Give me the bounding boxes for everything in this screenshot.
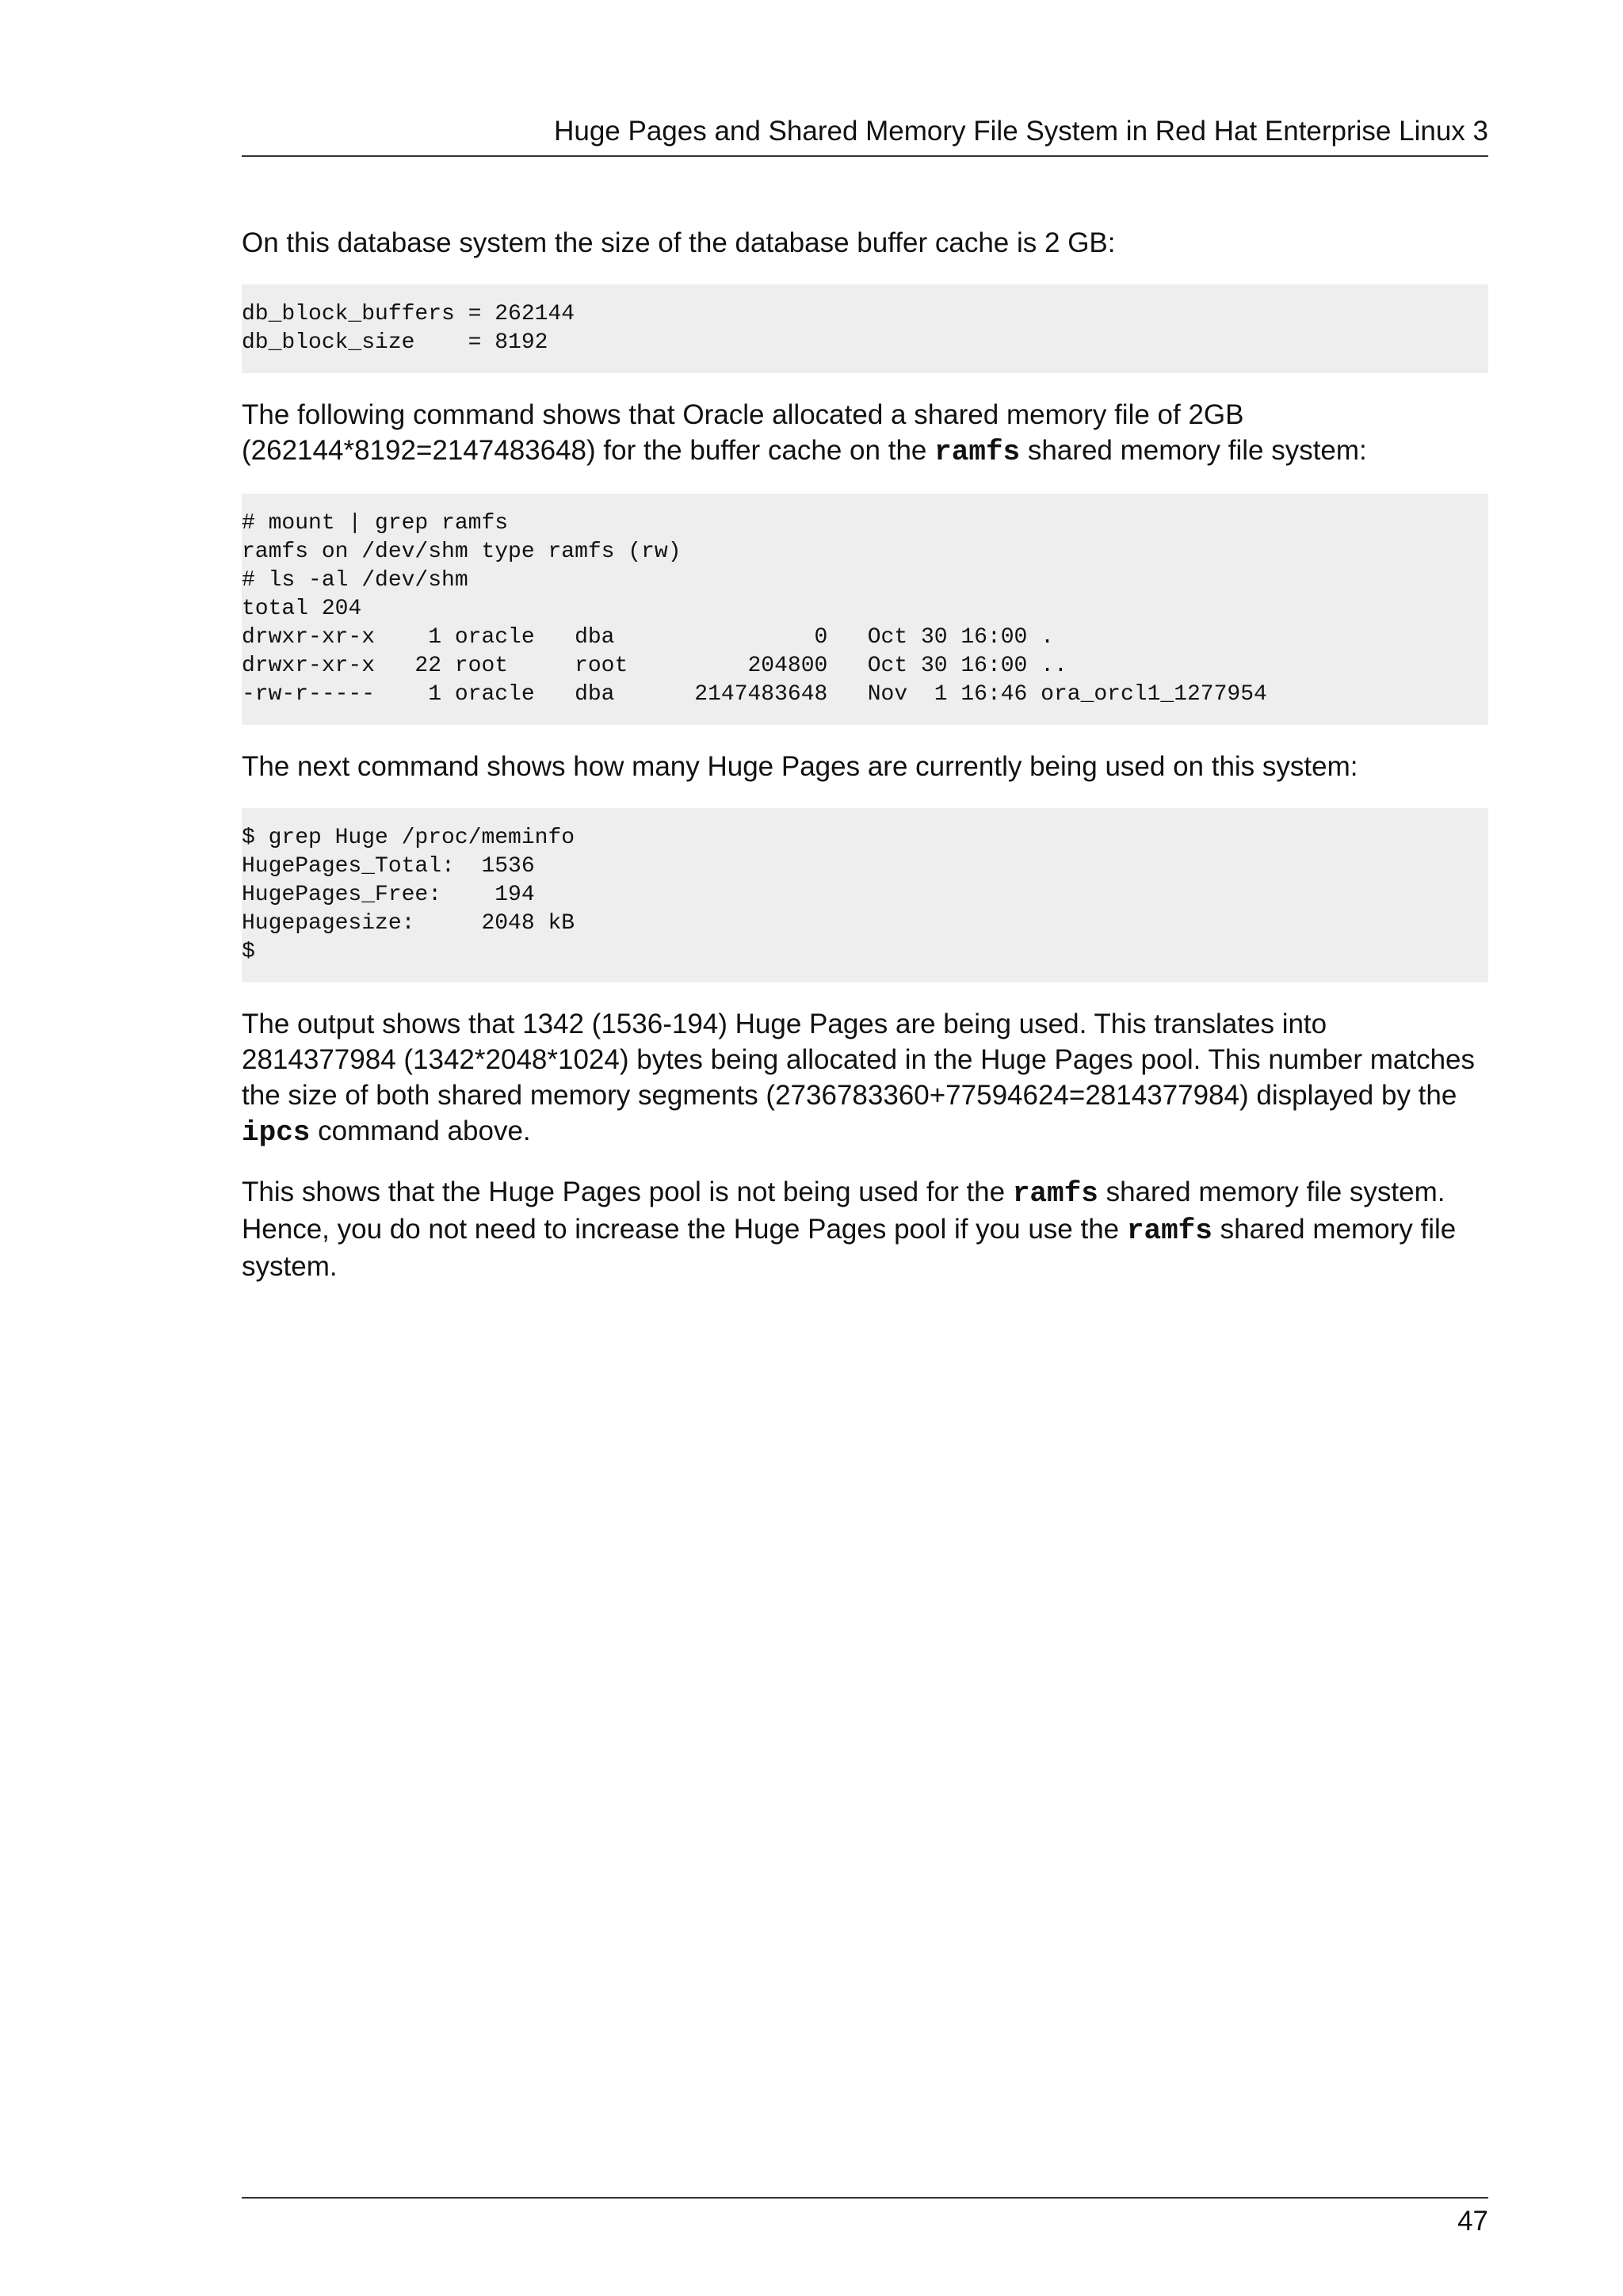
code-block-mount-ls: # mount | grep ramfs ramfs on /dev/shm type ramfs (rw) # ls -al /dev/shm total 204 drwxr-xr-x 1 oracle dba 0 Oct 30 16:00 . drwxr-xr-x 22 root root 204800 Oct 30 16:00 .. -rw-r----- 1 oracle dba 2147483648 Nov 1 16:46 ora_orcl1_1277954 xyxy=(242,494,1488,725)
paragraph-text: shared memory file system. xyxy=(242,1214,1457,1282)
paragraph-text: shared memory file system. Hence, you do not need to increase the Huge Pages pool if you use the xyxy=(242,1177,1445,1245)
paragraph-text: command above. xyxy=(310,1116,531,1146)
paragraph-text: The output shows that 1342 (1536-194) Huge Pages are being used. This translates into 2814377984 (1342*2048*1024) bytes being allocated in the Huge Pages pool. This number matches the size of both shared memory segments (2736783360+77594624=2814377984) displayed by the xyxy=(242,1009,1476,1111)
header-divider xyxy=(242,155,1488,157)
inline-code-ramfs: ramfs xyxy=(1012,1177,1098,1210)
paragraph-text: shared memory file system: xyxy=(1020,435,1367,466)
paragraph-shared-memory-file xyxy=(242,397,1488,470)
paragraph-text: This shows that the Huge Pages pool is not being used for the xyxy=(242,1177,1013,1207)
inline-code-ramfs: ramfs xyxy=(1126,1215,1212,1247)
document-page xyxy=(242,0,1488,2296)
paragraph-huge-pages-usage: The next command shows how many Huge Pages are currently being used on this system: xyxy=(242,751,1358,782)
paragraph-conclusion xyxy=(242,1174,1488,1284)
running-header: Huge Pages and Shared Memory File System in Red Hat Enterprise Linux 3 xyxy=(554,116,1488,147)
code-block-db-params: db_block_buffers = 262144 db_block_size = 8192 xyxy=(242,284,1488,373)
paragraph-output-explanation xyxy=(242,1006,1488,1150)
code-block-meminfo: $ grep Huge /proc/meminfo HugePages_Total: 1536 HugePages_Free: 194 Hugepagesize: 2048 kB $ xyxy=(242,808,1488,982)
inline-code-ramfs: ramfs xyxy=(934,436,1021,468)
page-content xyxy=(242,225,1488,1308)
page-number: 47 xyxy=(1457,2206,1488,2237)
inline-code-ipcs: ipcs xyxy=(242,1116,311,1149)
footer-divider xyxy=(242,2197,1488,2199)
paragraph-buffer-cache: On this database system the size of the database buffer cache is 2 GB: xyxy=(242,227,1116,258)
paragraph-text: The following command shows that Oracle allocated a shared memory file of 2GB (262144*8192=2147483648) for the buffer cache on the xyxy=(242,399,1244,466)
